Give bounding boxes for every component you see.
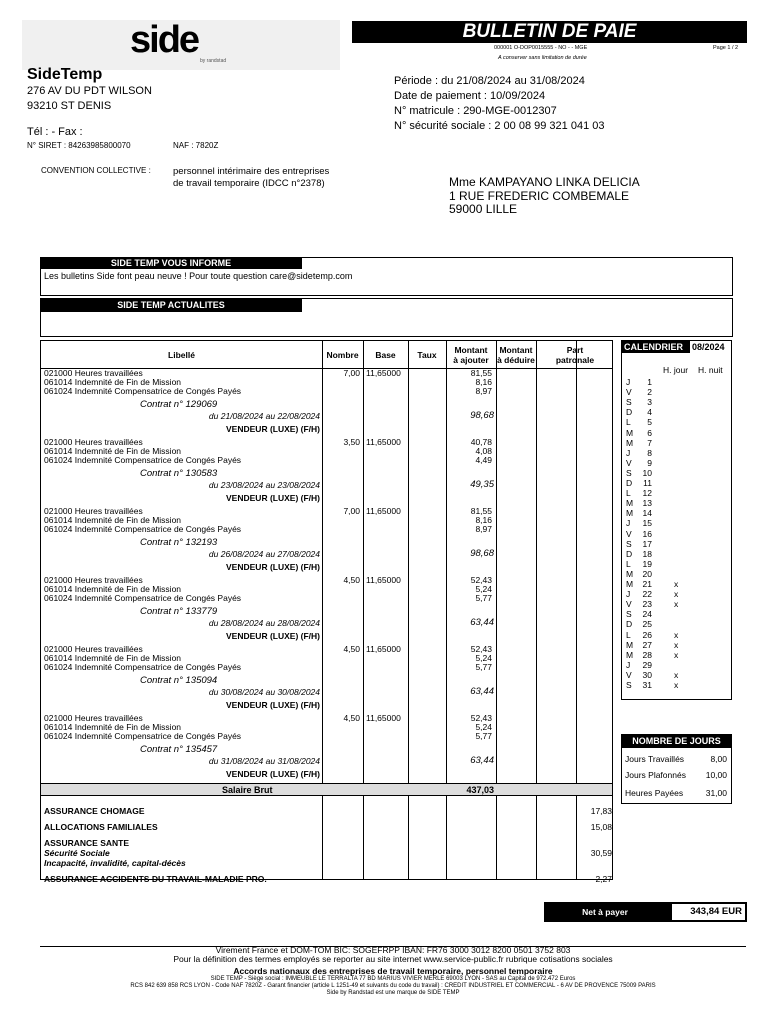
contract-number: Contrat n° 130583 — [140, 468, 218, 479]
doc-reference: 000001 O-DOP0015555 - NO - - MGE — [494, 45, 588, 51]
cotisation-value: 30,59 — [590, 848, 612, 858]
calendar-day: 27 — [642, 639, 652, 650]
calendar-day: 21 — [642, 579, 652, 589]
employee-address-2: 59000 LILLE — [449, 202, 518, 216]
cotisation-label: ASSURANCE ACCIDENTS DU TRAVAIL-MALADIE PRO. — [44, 874, 267, 884]
footer-line: SIDE TEMP - Siège social : IMMEUBLE LE TERRALTA 77 BD MARIUS VIVIER MERLE 69003 LYON - SAS au Capital de 972.472 Euros — [210, 976, 576, 982]
base-value: 11,65000 — [366, 644, 401, 654]
footer-line: Side by Randstad est une marque de SIDE TEMP — [326, 990, 460, 996]
contract-total: 63,44 — [470, 686, 494, 697]
calendar-weekday: L — [626, 558, 631, 569]
montant-value: 40,78 — [470, 437, 492, 447]
base-value: 11,65000 — [366, 437, 401, 447]
col-h-jour: H. jour — [663, 365, 689, 375]
page-number: Page 1 / 2 — [713, 45, 739, 51]
job-title: VENDEUR (LUXE) (F/H) — [226, 424, 320, 434]
nbj-value: 8,00 — [710, 754, 727, 764]
calendar-weekday: M — [626, 498, 634, 509]
header-part-patronale: Part patronale — [555, 344, 595, 365]
job-title: VENDEUR (LUXE) (F/H) — [226, 562, 320, 572]
calendar-mark: x — [674, 669, 679, 680]
contract-dates: du 30/08/2024 au 30/08/2024 — [208, 687, 320, 697]
montant-value: 81,55 — [470, 368, 492, 378]
calendar-weekday: S — [626, 397, 632, 408]
header-libelle: Libellé — [168, 349, 195, 360]
contract-number: Contrat n° 135094 — [140, 675, 218, 686]
document-title: BULLETIN DE PAIE — [352, 21, 747, 43]
contract-dates: du 26/08/2024 au 27/08/2024 — [208, 549, 320, 559]
cotisation-label: ALLOCATIONS FAMILIALES — [44, 822, 158, 832]
calendar-day: 3 — [647, 397, 652, 408]
contract-total: 63,44 — [470, 617, 494, 628]
header-montant-deduire: Montant à déduire — [497, 344, 535, 365]
job-title: VENDEUR (LUXE) (F/H) — [226, 631, 320, 641]
line-label: 021000 Heures travaillées — [44, 437, 143, 447]
footer — [40, 946, 746, 997]
footer-line: Accords nationaux des entreprises de travail temporaire, personnel temporaire — [233, 966, 553, 976]
calendar-month: 08/2024 — [692, 342, 725, 352]
calendar-weekday: L — [626, 417, 631, 428]
convention-line-1: personnel intérimaire des entreprises — [173, 166, 330, 177]
montant-value: 8,16 — [475, 515, 492, 525]
informe-text: Les bulletins Side font peau neuve ! Pour toute question care@sidetemp.com — [44, 271, 353, 281]
contract-dates: du 28/08/2024 au 28/08/2024 — [208, 618, 320, 628]
calendar-mark: x — [674, 680, 679, 690]
nombre-value: 4,50 — [343, 713, 360, 723]
payslip-table — [40, 340, 613, 884]
base-value: 11,65000 — [366, 713, 401, 723]
calendar-weekday: S — [626, 467, 632, 478]
calendar-day: 30 — [642, 669, 652, 680]
cotisation-value: 2,27 — [595, 874, 612, 884]
montant-value: 5,24 — [475, 653, 492, 663]
montant-value: 5,24 — [475, 584, 492, 594]
line-label: 061024 Indemnité Compensatrice de Congés Payés — [44, 662, 242, 672]
nombre-value: 4,50 — [343, 644, 360, 654]
contract-number: Contrat n° 133779 — [140, 606, 218, 617]
montant-value: 5,24 — [475, 722, 492, 732]
naf: NAF : 7820Z — [173, 141, 219, 150]
contract-number: Contrat n° 132193 — [140, 537, 218, 548]
calendar-day: 13 — [642, 498, 652, 509]
calendar-day: 26 — [642, 629, 652, 640]
calendar-day: 7 — [647, 437, 652, 448]
nombre-jours — [621, 734, 732, 804]
montant-value: 8,97 — [475, 386, 492, 396]
montant-value: 4,08 — [475, 446, 492, 456]
cotisation-label: ASSURANCE CHOMAGE — [44, 806, 145, 816]
calendar-weekday: D — [626, 478, 633, 488]
nbj-label: Jours Plafonnés — [625, 770, 686, 780]
job-title: VENDEUR (LUXE) (F/H) — [226, 700, 320, 710]
contract-dates: du 23/08/2024 au 23/08/2024 — [208, 480, 320, 490]
calendar-day: 11 — [643, 478, 652, 488]
convention-line-2: de travail temporaire (IDCC n°2378) — [173, 178, 325, 189]
calendar-day: 29 — [642, 659, 652, 670]
calendar-day: 22 — [642, 589, 652, 600]
line-label: 021000 Heures travaillées — [44, 506, 143, 516]
calendar-day: 28 — [642, 649, 652, 660]
footer-line: Virement France et DOM-TOM BIC: SOGEFRPP IBAN: FR76 3000 3012 8200 0501 3752 803 — [215, 945, 571, 955]
calendar-day: 14 — [642, 508, 652, 519]
calendar-weekday: M — [626, 568, 634, 579]
cotisation-label: ASSURANCE SANTE — [44, 838, 130, 848]
calendar-day: 15 — [642, 518, 652, 529]
contract-total: 98,68 — [470, 410, 494, 421]
informe-title: SIDE TEMP VOUS INFORME — [40, 257, 302, 269]
footer-line: Pour la définition des termes employés se reporter au site internet www.service-public.fr rubrique cotisations sociales — [173, 954, 613, 964]
montant-value: 52,43 — [470, 575, 492, 585]
calendar-day: 18 — [642, 548, 652, 559]
calendar-weekday: D — [626, 407, 633, 418]
cotisation-sublabel: Sécurité Sociale — [44, 848, 110, 858]
line-label: 061014 Indemnité de Fin de Mission — [44, 653, 182, 663]
calendar-weekday: L — [626, 488, 631, 499]
calendar-mark: x — [674, 649, 679, 660]
calendar-weekday: V — [626, 599, 632, 610]
line-label: 061024 Indemnité Compensatrice de Congés Payés — [44, 455, 242, 465]
montant-value: 8,16 — [475, 377, 492, 387]
line-label: 061014 Indemnité de Fin de Mission — [44, 377, 182, 387]
salaire-brut-row — [41, 783, 612, 796]
calendar-mark: x — [674, 579, 679, 589]
montant-value: 5,77 — [475, 731, 492, 741]
salaire-brut-label: Salaire Brut — [222, 785, 273, 795]
contract-dates: du 21/08/2024 au 22/08/2024 — [208, 411, 320, 421]
calendar-weekday: S — [626, 609, 632, 620]
calendar-weekday: M — [626, 639, 634, 650]
calendar-day: 8 — [647, 447, 652, 458]
line-label: 061024 Indemnité Compensatrice de Congés Payés — [44, 524, 242, 534]
calendar-day: 2 — [647, 387, 652, 398]
nombre-value: 7,00 — [343, 368, 360, 378]
montant-value: 8,97 — [475, 524, 492, 534]
calendar-weekday: D — [626, 548, 633, 559]
calendar-day: 5 — [647, 417, 652, 428]
line-label: 021000 Heures travaillées — [44, 644, 143, 654]
payment-date: Date de paiement : 10/09/2024 — [394, 90, 546, 102]
line-label: 061014 Indemnité de Fin de Mission — [44, 446, 182, 456]
calendar-mark: x — [674, 639, 679, 650]
siret: N° SIRET : 84263985800070 — [27, 141, 131, 150]
calendar-weekday: J — [626, 447, 631, 458]
job-title: VENDEUR (LUXE) (F/H) — [226, 769, 320, 779]
side-logo: side — [130, 19, 199, 61]
calendar — [621, 340, 732, 700]
header-montant-ajouter: Montant à ajouter — [453, 344, 489, 365]
header-nombre: Nombre — [326, 349, 359, 360]
calendar-day: 4 — [647, 407, 652, 418]
calendar-weekday: M — [626, 649, 634, 660]
calendar-day: 31 — [642, 680, 652, 690]
calendar-weekday: V — [626, 669, 632, 680]
col-h-nuit: H. nuit — [698, 365, 723, 375]
calendar-weekday: M — [626, 427, 634, 438]
nombre-value: 7,00 — [343, 506, 360, 516]
company-address-1: 276 AV DU PDT WILSON — [27, 85, 152, 97]
calendar-weekday: J — [626, 377, 631, 387]
header-taux: Taux — [417, 349, 437, 360]
calendar-weekday: L — [626, 629, 631, 640]
line-label: 021000 Heures travaillées — [44, 368, 143, 378]
calendar-day: 20 — [642, 568, 652, 579]
calendar-weekday: S — [626, 538, 632, 549]
calendar-day: 23 — [642, 599, 652, 610]
cotisation-value: 17,83 — [590, 806, 612, 816]
cotisation-sublabel: Incapacité, invalidité, capital-décès — [44, 858, 186, 868]
nbj-label: Heures Payées — [625, 788, 684, 798]
cotisation-value: 15,08 — [590, 822, 612, 832]
calendar-mark: x — [674, 629, 679, 640]
calendar-weekday: D — [626, 619, 633, 630]
matricule: N° matricule : 290-MGE-0012307 — [394, 105, 557, 117]
calendar-weekday: S — [626, 680, 632, 690]
calendar-day: 9 — [647, 457, 652, 468]
period: Période : du 21/08/2024 au 31/08/2024 — [394, 75, 585, 87]
calendar-day: 24 — [642, 609, 652, 620]
calendar-day: 16 — [642, 528, 652, 539]
contract-number: Contrat n° 129069 — [140, 399, 218, 410]
calendar-mark: x — [674, 599, 679, 610]
base-value: 11,65000 — [366, 575, 401, 585]
calendar-day: 25 — [642, 619, 652, 630]
calendar-title: CALENDRIER — [622, 341, 690, 353]
conservation-note: A conserver sans limitation de durée — [498, 55, 587, 61]
net-label: Net à payer — [582, 907, 628, 917]
calendar-day: 19 — [642, 558, 652, 569]
calendar-weekday: M — [626, 508, 634, 519]
calendar-day: 10 — [642, 467, 652, 478]
line-label: 061014 Indemnité de Fin de Mission — [44, 584, 182, 594]
line-label: 021000 Heures travaillées — [44, 713, 143, 723]
job-title: VENDEUR (LUXE) (F/H) — [226, 493, 320, 503]
company-name: SideTemp — [27, 66, 103, 83]
footer-line: RCS 842 639 858 RCS LYON - Code NAF 7820Z - Garant financier (article L 1251-49 et suivants du code du travail) : CREDIT INDUSTRIEL ET COMMERCIAL - 6 AV DE PROVENCE 75009 PARIS — [130, 983, 656, 989]
calendar-weekday: J — [626, 518, 631, 529]
montant-value: 5,77 — [475, 662, 492, 672]
header-base: Base — [375, 349, 396, 360]
nbj-value: 31,00 — [705, 788, 727, 798]
line-label: 061014 Indemnité de Fin de Mission — [44, 722, 182, 732]
calendar-mark: x — [674, 589, 679, 600]
company-phone: Tél : - Fax : — [27, 126, 83, 138]
nbj-value: 10,00 — [705, 770, 727, 780]
contract-dates: du 31/08/2024 au 31/08/2024 — [208, 756, 320, 766]
nombre-jours-title: NOMBRE DE JOURS — [622, 735, 731, 748]
nbj-label: Jours Travaillés — [625, 754, 685, 764]
employee-address-1: 1 RUE FREDERIC COMBEMALE — [449, 189, 630, 203]
calendar-day: 12 — [642, 488, 652, 499]
line-label: 061014 Indemnité de Fin de Mission — [44, 515, 182, 525]
line-label: 021000 Heures travaillées — [44, 575, 143, 585]
line-label: 061024 Indemnité Compensatrice de Congés Payés — [44, 731, 242, 741]
line-label: 061024 Indemnité Compensatrice de Congés Payés — [44, 386, 242, 396]
actualites-title: SIDE TEMP ACTUALITES — [40, 298, 302, 312]
contract-total: 49,35 — [470, 479, 494, 490]
calendar-weekday: J — [626, 589, 631, 600]
line-label: 061024 Indemnité Compensatrice de Congés Payés — [44, 593, 242, 603]
company-address-2: 93210 ST DENIS — [27, 100, 112, 112]
calendar-weekday: V — [626, 387, 632, 398]
calendar-weekday: V — [626, 457, 632, 468]
net-value: 343,84 EUR — [672, 904, 745, 920]
contract-total: 98,68 — [470, 548, 494, 559]
nombre-value: 3,50 — [343, 437, 360, 447]
calendar-weekday: J — [626, 659, 631, 670]
salaire-brut-value: 437,03 — [466, 785, 494, 795]
logo-subtitle: by randstad — [200, 58, 227, 64]
calendar-day: 17 — [642, 538, 652, 549]
convention-label: CONVENTION COLLECTIVE : — [41, 166, 151, 175]
nombre-value: 4,50 — [343, 575, 360, 585]
contract-total: 63,44 — [470, 755, 494, 766]
montant-value: 5,77 — [475, 593, 492, 603]
montant-value: 81,55 — [470, 506, 492, 516]
calendar-weekday: M — [626, 437, 634, 448]
contract-number: Contrat n° 135457 — [140, 744, 218, 755]
montant-value: 52,43 — [470, 713, 492, 723]
social-security-number: N° sécurité sociale : 2 00 08 99 321 041 03 — [394, 120, 605, 132]
employee-name: Mme KAMPAYANO LINKA DELICIA — [449, 175, 640, 189]
base-value: 11,65000 — [366, 368, 401, 378]
calendar-day: 6 — [647, 427, 652, 438]
calendar-weekday: V — [626, 528, 632, 539]
calendar-day: 1 — [647, 377, 652, 387]
montant-value: 52,43 — [470, 644, 492, 654]
base-value: 11,65000 — [366, 506, 401, 516]
calendar-weekday: M — [626, 579, 634, 589]
montant-value: 4,49 — [475, 455, 492, 465]
